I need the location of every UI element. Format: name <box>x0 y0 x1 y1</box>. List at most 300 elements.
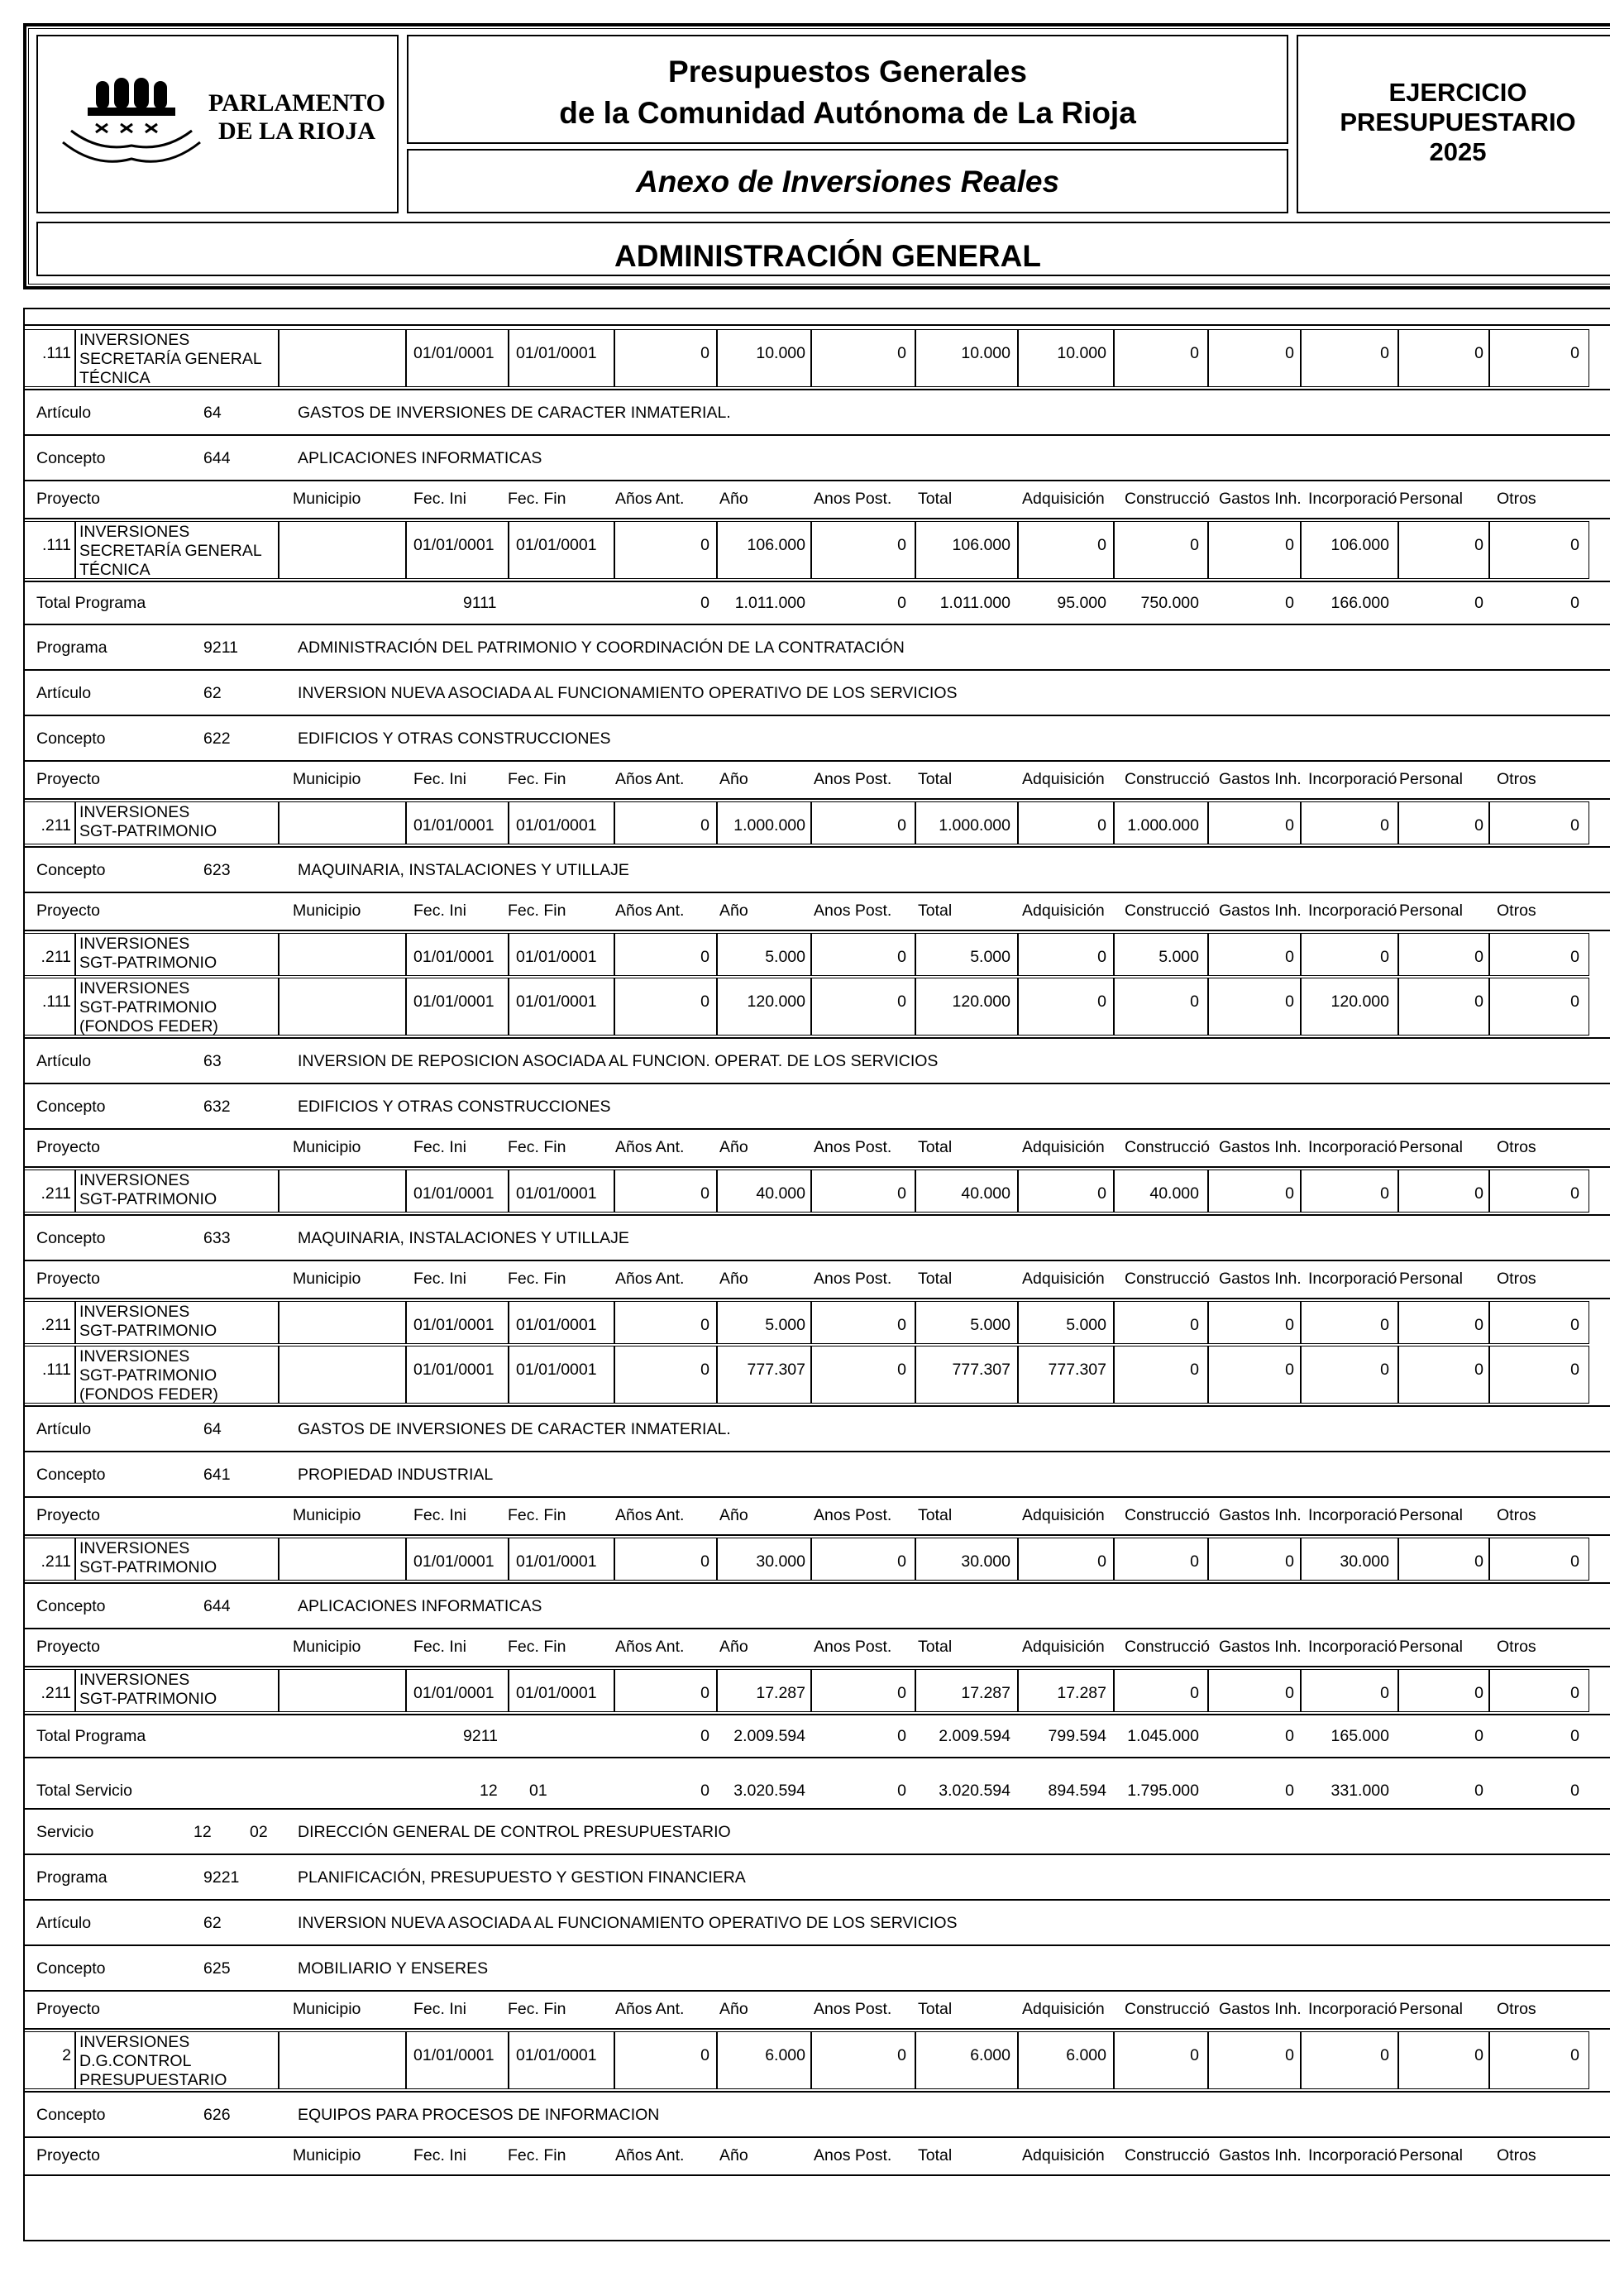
project-description-line: INVERSIONES <box>79 523 190 541</box>
column-header: Construcció <box>1125 1138 1210 1156</box>
amount-cell: 120.000 <box>747 993 805 1011</box>
column-header: Personal <box>1399 1506 1463 1524</box>
section-label: Concepto <box>36 861 106 879</box>
project-code: .111 <box>41 536 71 554</box>
row-rule <box>23 2028 1610 2030</box>
section-label: Concepto <box>36 729 106 748</box>
row-rule <box>23 581 1610 582</box>
column-header: Incorporació <box>1308 1270 1397 1288</box>
column-header: Municipio <box>293 1270 361 1288</box>
column-header: Proyecto <box>36 2000 100 2018</box>
amount-cell: 106.000 <box>747 536 805 554</box>
project-description-line: SGT-PATRIMONIO <box>79 1366 217 1385</box>
total-amount: 2.009.594 <box>733 1727 805 1745</box>
amount-cell: 6.000 <box>970 2046 1010 2064</box>
start-date: 01/01/0001 <box>413 1361 494 1379</box>
amount-cell: 0 <box>1190 344 1199 362</box>
project-description-line: INVERSIONES <box>79 1347 190 1366</box>
amount-cell: 0 <box>700 816 709 835</box>
row-rule <box>23 1405 1610 1407</box>
column-header: Municipio <box>293 770 361 788</box>
row-rule <box>23 480 1610 481</box>
table-top-rule <box>23 324 1610 326</box>
column-header: Personal <box>1399 2000 1463 2018</box>
amount-cell: 1.000.000 <box>939 816 1010 835</box>
project-code: 2 <box>62 2046 71 2064</box>
section-code: 63 <box>203 1052 222 1070</box>
column-header: Año <box>719 1270 748 1288</box>
ejercicio-line-1: EJERCICIO <box>1388 78 1527 107</box>
amount-cell: 0 <box>1285 1552 1294 1571</box>
amount-cell: 0 <box>1285 816 1294 835</box>
section-name: GASTOS DE INVERSIONES DE CARACTER INMATERIAL. <box>298 1420 731 1438</box>
total-amount: 1.011.000 <box>734 594 805 612</box>
end-date: 01/01/0001 <box>516 993 597 1011</box>
project-description-line: SGT-PATRIMONIO <box>79 998 217 1016</box>
amount-cell: 0 <box>1570 816 1579 835</box>
column-header: Municipio <box>293 1506 361 1524</box>
row-rule <box>23 1298 1610 1299</box>
project-description-line: INVERSIONES <box>79 803 190 821</box>
total-amount: 0 <box>897 594 906 612</box>
section-name: EQUIPOS PARA PROCESOS DE INFORMACION <box>298 2106 660 2124</box>
amount-cell: 0 <box>1285 2046 1294 2064</box>
column-header: Anos Post. <box>814 770 892 788</box>
amount-cell: 0 <box>1097 948 1106 966</box>
row-rule <box>23 1083 1610 1084</box>
amount-cell: 0 <box>1380 1361 1389 1379</box>
amount-cell: 0 <box>1380 1684 1389 1702</box>
total-amount: 3.020.594 <box>733 1782 805 1800</box>
total-amount: 0 <box>1474 1782 1483 1800</box>
end-date: 01/01/0001 <box>516 948 597 966</box>
column-header: Municipio <box>293 2000 361 2018</box>
section-name: ADMINISTRACIÓN DEL PATRIMONIO Y COORDINACIÓN DE LA CONTRATACIÓN <box>298 639 905 657</box>
column-header: Otros <box>1497 1270 1536 1288</box>
column-header: Gastos Inh. <box>1219 2000 1302 2018</box>
row-rule <box>23 892 1610 893</box>
table-cell <box>278 978 407 1036</box>
project-code: .211 <box>41 1316 71 1334</box>
amount-cell: 0 <box>1380 816 1389 835</box>
total-amount: 894.594 <box>1048 1782 1106 1800</box>
row-rule <box>23 1128 1610 1130</box>
column-header: Años Ant. <box>615 2000 685 2018</box>
column-header: Anos Post. <box>814 2146 892 2164</box>
column-header: Construcció <box>1125 902 1210 920</box>
column-header: Proyecto <box>36 1506 100 1524</box>
amount-cell: 5.000 <box>970 1316 1010 1334</box>
amount-cell: 5.000 <box>765 1316 805 1334</box>
amount-cell: 120.000 <box>1331 993 1389 1011</box>
column-header: Incorporació <box>1308 770 1397 788</box>
table-cell <box>278 801 407 844</box>
column-header: Fec. Ini <box>413 1270 466 1288</box>
total-amount: 165.000 <box>1331 1727 1389 1745</box>
section-name: MAQUINARIA, INSTALACIONES Y UTILLAJE <box>298 1229 629 1247</box>
total-amount: 331.000 <box>1331 1782 1389 1800</box>
amount-cell: 0 <box>897 1552 906 1571</box>
amount-cell: 40.000 <box>756 1184 805 1203</box>
end-date: 01/01/0001 <box>516 1316 597 1334</box>
amount-cell: 106.000 <box>1331 536 1389 554</box>
amount-cell: 40.000 <box>961 1184 1010 1203</box>
amount-cell: 777.307 <box>952 1361 1010 1379</box>
amount-cell: 0 <box>897 1184 906 1203</box>
total-amount: 0 <box>1474 594 1483 612</box>
parliament-logo-icon <box>46 69 203 185</box>
total-amount: 0 <box>1285 594 1294 612</box>
ejercicio-year: 2025 <box>1429 137 1487 166</box>
total-amount: 0 <box>700 1782 709 1800</box>
column-header: Personal <box>1399 770 1463 788</box>
amount-cell: 6.000 <box>1066 2046 1106 2064</box>
column-header: Personal <box>1399 2146 1463 2164</box>
table-cell <box>278 1301 407 1344</box>
section-code: 641 <box>203 1466 231 1484</box>
amount-cell: 0 <box>1190 2046 1199 2064</box>
section-label: Servicio <box>36 1823 94 1841</box>
amount-cell: 0 <box>897 536 906 554</box>
row-rule <box>23 1534 1610 1536</box>
table-cell <box>278 933 407 976</box>
end-date: 01/01/0001 <box>516 1361 597 1379</box>
section-label: Programa <box>36 1868 107 1887</box>
column-header: Otros <box>1497 902 1536 920</box>
row-rule <box>23 2136 1610 2138</box>
amount-cell: 0 <box>1380 948 1389 966</box>
project-code: .211 <box>41 948 71 966</box>
amount-cell: 0 <box>897 1684 906 1702</box>
amount-cell: 5.000 <box>970 948 1010 966</box>
amount-cell: 0 <box>897 816 906 835</box>
section-title: ADMINISTRACIÓN GENERAL <box>36 222 1610 276</box>
column-header: Proyecto <box>36 1638 100 1656</box>
row-rule <box>23 846 1610 848</box>
column-header: Adquisición <box>1022 1638 1105 1656</box>
section-name: INVERSION NUEVA ASOCIADA AL FUNCIONAMIENTO OPERATIVO DE LOS SERVICIOS <box>298 684 958 702</box>
column-header: Años Ant. <box>615 1270 685 1288</box>
amount-cell: 0 <box>1190 1361 1199 1379</box>
end-date: 01/01/0001 <box>516 1184 597 1203</box>
amount-cell: 0 <box>1474 948 1483 966</box>
amount-cell: 0 <box>1285 1684 1294 1702</box>
project-description-line: INVERSIONES <box>79 1671 190 1689</box>
section-code: 9221 <box>203 1868 240 1887</box>
start-date: 01/01/0001 <box>413 816 494 835</box>
amount-cell: 0 <box>1570 993 1579 1011</box>
column-header: Incorporació <box>1308 2000 1397 2018</box>
logo-line-1: PARLAMENTO <box>208 89 385 117</box>
total-amount: 95.000 <box>1057 594 1106 612</box>
column-header: Adquisición <box>1022 1506 1105 1524</box>
column-header: Gastos Inh. <box>1219 1270 1302 1288</box>
amount-cell: 0 <box>1285 344 1294 362</box>
amount-cell: 0 <box>1285 1316 1294 1334</box>
amount-cell: 0 <box>1474 993 1483 1011</box>
amount-cell: 0 <box>700 1316 709 1334</box>
project-code: .211 <box>41 816 71 835</box>
column-header: Municipio <box>293 2146 361 2164</box>
column-header: Municipio <box>293 902 361 920</box>
row-rule <box>23 1757 1610 1758</box>
amount-cell: 0 <box>1474 1361 1483 1379</box>
column-header: Año <box>719 2146 748 2164</box>
amount-cell: 5.000 <box>1066 1316 1106 1334</box>
end-date: 01/01/0001 <box>516 816 597 835</box>
section-label: Concepto <box>36 1959 106 1978</box>
section-label: Programa <box>36 639 107 657</box>
project-code: .211 <box>41 1184 71 1203</box>
column-header: Años Ant. <box>615 2146 685 2164</box>
column-header: Total <box>918 1638 953 1656</box>
total-amount: 0 <box>700 1727 709 1745</box>
start-date: 01/01/0001 <box>413 344 494 362</box>
amount-cell: 0 <box>700 948 709 966</box>
amount-cell: 1.000.000 <box>733 816 805 835</box>
column-header: Personal <box>1399 902 1463 920</box>
total-amount: 0 <box>700 594 709 612</box>
amount-cell: 0 <box>1190 1684 1199 1702</box>
row-rule <box>23 2091 1610 2093</box>
table-cell <box>278 1346 407 1404</box>
column-header: Incorporació <box>1308 2146 1397 2164</box>
column-header: Construcció <box>1125 1270 1210 1288</box>
amount-cell: 17.287 <box>1057 1684 1106 1702</box>
amount-cell: 0 <box>1474 344 1483 362</box>
project-description-line: SGT-PATRIMONIO <box>79 822 217 840</box>
project-description-line: SECRETARÍA GENERAL <box>79 542 262 560</box>
start-date: 01/01/0001 <box>413 948 494 966</box>
title-line-1: Presupuestos Generales <box>668 55 1027 88</box>
amount-cell: 30.000 <box>1340 1552 1389 1571</box>
column-header: Fec. Ini <box>413 770 466 788</box>
row-rule <box>23 1037 1610 1039</box>
column-header: Personal <box>1399 490 1463 508</box>
column-header: Fec. Ini <box>413 1138 466 1156</box>
column-header: Otros <box>1497 2000 1536 2018</box>
column-header: Gastos Inh. <box>1219 1506 1302 1524</box>
project-description-line: (FONDOS FEDER) <box>79 1385 218 1404</box>
total-code: 9111 <box>463 594 497 612</box>
project-description-line: INVERSIONES <box>79 1303 190 1321</box>
column-header: Total <box>918 2146 953 2164</box>
total-amount: 0 <box>1570 594 1579 612</box>
column-header: Construcció <box>1125 490 1210 508</box>
column-header: Fec. Ini <box>413 1638 466 1656</box>
total-amount: 166.000 <box>1331 594 1389 612</box>
column-header: Años Ant. <box>615 1138 685 1156</box>
column-header: Fec. Ini <box>413 1506 466 1524</box>
column-header: Año <box>719 1638 748 1656</box>
amount-cell: 0 <box>1474 1552 1483 1571</box>
amount-cell: 0 <box>1380 344 1389 362</box>
total-amount: 0 <box>1285 1782 1294 1800</box>
amount-cell: 0 <box>1190 536 1199 554</box>
total-amount: 2.009.594 <box>939 1727 1010 1745</box>
section-code: 644 <box>203 1597 231 1615</box>
table-cell <box>278 1538 407 1581</box>
column-header: Adquisición <box>1022 770 1105 788</box>
section-name: EDIFICIOS Y OTRAS CONSTRUCCIONES <box>298 729 611 748</box>
total-amount: 0 <box>1570 1782 1579 1800</box>
row-rule <box>23 760 1610 762</box>
section-label: Concepto <box>36 449 106 467</box>
start-date: 01/01/0001 <box>413 1316 494 1334</box>
column-header: Adquisición <box>1022 1138 1105 1156</box>
total-label: Total Programa <box>36 594 146 612</box>
total-amount: 0 <box>897 1782 906 1800</box>
column-header: Años Ant. <box>615 490 685 508</box>
project-description-line: SECRETARÍA GENERAL <box>79 350 262 368</box>
end-date: 01/01/0001 <box>516 536 597 554</box>
amount-cell: 0 <box>1097 536 1106 554</box>
column-header: Incorporació <box>1308 902 1397 920</box>
amount-cell: 0 <box>1474 536 1483 554</box>
project-description-line: SGT-PATRIMONIO <box>79 1690 217 1708</box>
column-header: Anos Post. <box>814 1506 892 1524</box>
column-header: Adquisición <box>1022 902 1105 920</box>
amount-cell: 0 <box>897 2046 906 2064</box>
project-description-line: INVERSIONES <box>79 2033 190 2051</box>
total-amount: 0 <box>1285 1727 1294 1745</box>
table-cell <box>278 1170 407 1213</box>
project-code: .211 <box>41 1552 71 1571</box>
amount-cell: 0 <box>1190 1552 1199 1571</box>
section-name: INVERSION NUEVA ASOCIADA AL FUNCIONAMIENTO OPERATIVO DE LOS SERVICIOS <box>298 1914 958 1932</box>
column-header: Gastos Inh. <box>1219 2146 1302 2164</box>
column-header: Otros <box>1497 770 1536 788</box>
column-header: Otros <box>1497 1506 1536 1524</box>
section-name: DIRECCIÓN GENERAL DE CONTROL PRESUPUESTARIO <box>298 1823 731 1841</box>
amount-cell: 0 <box>1190 1316 1199 1334</box>
section-name: MOBILIARIO Y ENSERES <box>298 1959 489 1978</box>
column-header: Fec. Ini <box>413 902 466 920</box>
total-amount: 1.045.000 <box>1127 1727 1199 1745</box>
section-label: Concepto <box>36 1597 106 1615</box>
section-label: Concepto <box>36 2106 106 2124</box>
section-name: EDIFICIOS Y OTRAS CONSTRUCCIONES <box>298 1098 611 1116</box>
section-code: 622 <box>203 729 231 748</box>
section-code: 632 <box>203 1098 231 1116</box>
column-header: Personal <box>1399 1638 1463 1656</box>
column-header: Adquisición <box>1022 1270 1105 1288</box>
end-date: 01/01/0001 <box>516 344 597 362</box>
column-header: Total <box>918 1506 953 1524</box>
section-code: 625 <box>203 1959 231 1978</box>
column-header: Gastos Inh. <box>1219 1638 1302 1656</box>
section-name: MAQUINARIA, INSTALACIONES Y UTILLAJE <box>298 861 629 879</box>
amount-cell: 5.000 <box>765 948 805 966</box>
column-header: Adquisición <box>1022 2146 1105 2164</box>
project-description-line: INVERSIONES <box>79 331 190 349</box>
amount-cell: 0 <box>700 993 709 1011</box>
section-name: INVERSION DE REPOSICION ASOCIADA AL FUNCION. OPERAT. DE LOS SERVICIOS <box>298 1052 939 1070</box>
amount-cell: 0 <box>1285 948 1294 966</box>
amount-cell: 0 <box>1285 1184 1294 1203</box>
row-rule <box>23 1854 1610 1855</box>
column-header: Adquisición <box>1022 2000 1105 2018</box>
amount-cell: 0 <box>1570 1684 1579 1702</box>
column-header: Total <box>918 1138 953 1156</box>
project-description-line: SGT-PATRIMONIO <box>79 1558 217 1576</box>
row-rule <box>23 715 1610 716</box>
amount-cell: 106.000 <box>952 536 1010 554</box>
amount-cell: 0 <box>1190 993 1199 1011</box>
column-header: Gastos Inh. <box>1219 902 1302 920</box>
column-header: Fec. Ini <box>413 2000 466 2018</box>
section-name: GASTOS DE INVERSIONES DE CARACTER INMATERIAL. <box>298 404 731 422</box>
amount-cell: 0 <box>1380 1184 1389 1203</box>
amount-cell: 0 <box>1097 816 1106 835</box>
section-name: PLANIFICACIÓN, PRESUPUESTO Y GESTION FINANCIERA <box>298 1868 746 1887</box>
section-label: Artículo <box>36 684 92 702</box>
column-header: Gastos Inh. <box>1219 770 1302 788</box>
column-header: Fec. Fin <box>508 1638 566 1656</box>
row-rule <box>23 1899 1610 1901</box>
ejercicio-line-2: PRESUPUESTARIO <box>1340 108 1576 136</box>
row-rule <box>23 434 1610 436</box>
column-header: Gastos Inh. <box>1219 1138 1302 1156</box>
column-header: Personal <box>1399 1270 1463 1288</box>
row-rule <box>23 1666 1610 1667</box>
column-header: Fec. Fin <box>508 902 566 920</box>
section-code: 62 <box>203 1914 222 1932</box>
logo-text <box>202 89 392 146</box>
amount-cell: 0 <box>1474 1184 1483 1203</box>
amount-cell: 0 <box>1570 948 1579 966</box>
row-rule <box>23 1166 1610 1168</box>
subtitle: Anexo de Inversiones Reales <box>407 149 1288 213</box>
amount-cell: 0 <box>1570 1184 1579 1203</box>
amount-cell: 0 <box>1285 536 1294 554</box>
column-header: Anos Post. <box>814 1270 892 1288</box>
amount-cell: 30.000 <box>961 1552 1010 1571</box>
total-amount: 0 <box>897 1727 906 1745</box>
amount-cell: 0 <box>1570 1361 1579 1379</box>
total-code-2: 01 <box>529 1782 547 1800</box>
column-header: Proyecto <box>36 2146 100 2164</box>
column-header: Proyecto <box>36 902 100 920</box>
column-header: Otros <box>1497 2146 1536 2164</box>
amount-cell: 5.000 <box>1159 948 1199 966</box>
amount-cell: 0 <box>897 1361 906 1379</box>
table-cell <box>278 2031 407 2089</box>
total-label: Total Programa <box>36 1727 146 1745</box>
ejercicio-box <box>1297 35 1610 213</box>
amount-cell: 0 <box>700 1552 709 1571</box>
column-header: Proyecto <box>36 770 100 788</box>
section-label: Concepto <box>36 1098 106 1116</box>
logo-box <box>36 35 399 213</box>
column-header: Municipio <box>293 490 361 508</box>
row-rule <box>23 2174 1610 2176</box>
amount-cell: 0 <box>897 344 906 362</box>
project-code: .111 <box>41 993 71 1011</box>
column-header: Incorporació <box>1308 1638 1397 1656</box>
column-header: Años Ant. <box>615 902 685 920</box>
row-rule <box>23 1944 1610 1946</box>
section-label: Artículo <box>36 404 92 422</box>
amount-cell: 777.307 <box>747 1361 805 1379</box>
column-header: Construcció <box>1125 1638 1210 1656</box>
row-rule <box>23 1990 1610 1992</box>
column-header: Años Ant. <box>615 1638 685 1656</box>
amount-cell: 777.307 <box>1048 1361 1106 1379</box>
table-cell <box>278 1669 407 1712</box>
row-rule <box>23 389 1610 390</box>
column-header: Fec. Ini <box>413 490 466 508</box>
